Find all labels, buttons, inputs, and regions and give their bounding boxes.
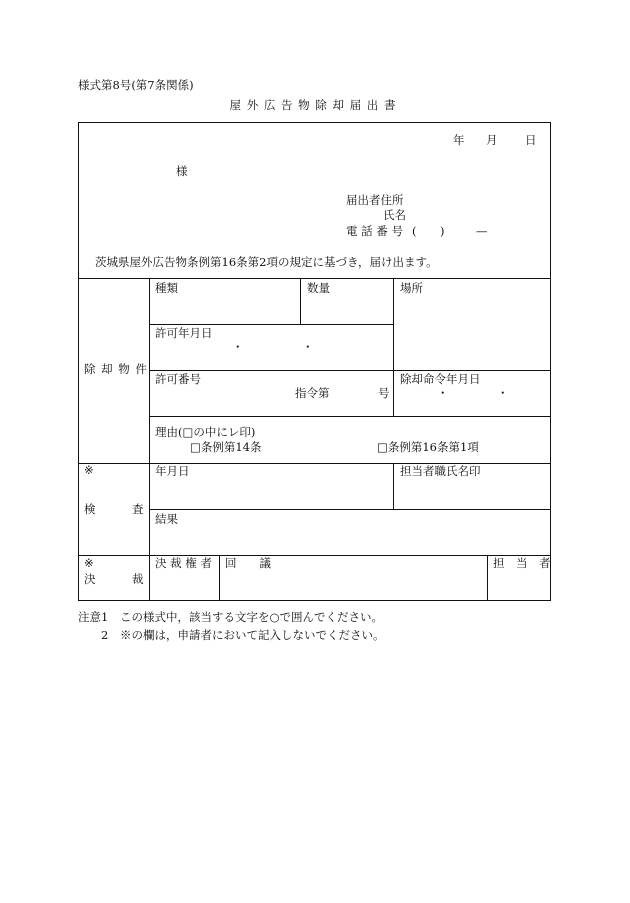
kind-label: 種類 bbox=[155, 281, 178, 295]
table-column-rule bbox=[300, 278, 301, 324]
table-column-rule bbox=[149, 278, 150, 601]
location-label: 場所 bbox=[400, 281, 423, 295]
approval-label-first: 決 bbox=[84, 572, 96, 586]
approval-office-mark: ※ bbox=[84, 556, 94, 570]
addressee-suffix: 様 bbox=[176, 164, 188, 178]
applicant-address-label: 届出者住所 bbox=[346, 193, 404, 207]
table-rule bbox=[149, 324, 393, 325]
table-rule bbox=[149, 509, 551, 510]
date-year-label: 年 bbox=[453, 133, 465, 147]
inspection-result-label: 結果 bbox=[155, 512, 178, 526]
approval-authority-label: 決 裁 権 者 bbox=[155, 556, 212, 570]
note-number: 注意1 bbox=[78, 610, 109, 624]
quantity-label: 数量 bbox=[307, 281, 330, 295]
declaration-statement: 茨城県屋外広告物条例第16条第2項の規定に基づき，届け出ます。 bbox=[95, 255, 438, 269]
note-number: 2 bbox=[101, 628, 109, 642]
approval-label-second: 裁 bbox=[132, 572, 144, 586]
date-month-label: 月 bbox=[486, 133, 498, 147]
document-title: 屋 外 広 告 物 除 却 届 出 書 bbox=[229, 98, 397, 112]
applicant-name-label: 氏名 bbox=[383, 208, 406, 222]
removal-order-date-label: 除却命令年月日 bbox=[400, 372, 481, 386]
reason-option-article-14[interactable]: □条例第14条 bbox=[190, 440, 262, 454]
inspection-officer-seal-label: 担当者職氏名印 bbox=[400, 464, 481, 478]
phone-close-paren: ) bbox=[440, 224, 445, 238]
permit-number-label: 許可番号 bbox=[155, 372, 201, 386]
approval-circulation-label: 回 議 bbox=[225, 556, 271, 570]
reason-label: 理由(□の中にレ印) bbox=[155, 425, 256, 439]
table-column-rule bbox=[393, 278, 394, 416]
inspection-label-second: 査 bbox=[132, 502, 144, 516]
applicant-phone-label: 電 話 番 号 bbox=[346, 224, 403, 238]
removal-order-date-separator: ・ bbox=[497, 386, 509, 400]
table-column-rule bbox=[219, 555, 220, 601]
removal-items-label: 除 却 物 件 bbox=[84, 362, 148, 376]
phone-open-paren: ( bbox=[412, 224, 417, 238]
date-day-label: 日 bbox=[525, 133, 537, 147]
note-text: この様式中，該当する文字を○で囲んでください。 bbox=[120, 610, 384, 624]
removal-order-date-separator: ・ bbox=[437, 386, 449, 400]
directive-suffix: 号 bbox=[378, 386, 390, 400]
note-text: ※の欄は，申請者において記入しないでください。 bbox=[120, 628, 385, 642]
permit-date-separator: ・ bbox=[232, 340, 244, 354]
permit-date-separator: ・ bbox=[302, 340, 314, 354]
reason-option-article-16[interactable]: □条例第16条第1項 bbox=[377, 440, 479, 454]
inspection-date-label: 年月日 bbox=[155, 464, 190, 478]
table-column-rule bbox=[393, 463, 394, 509]
table-rule bbox=[149, 370, 551, 371]
approval-staff-label: 担 当 者 bbox=[493, 556, 551, 570]
inspection-office-mark: ※ bbox=[84, 463, 94, 477]
table-rule bbox=[149, 416, 551, 417]
directive-prefix: 指令第 bbox=[295, 386, 330, 400]
inspection-label-first: 検 bbox=[84, 502, 96, 516]
table-column-rule bbox=[487, 555, 488, 601]
permit-date-label: 許可年月日 bbox=[155, 326, 213, 340]
phone-dash: — bbox=[476, 224, 488, 238]
form-number: 様式第8号(第7条関係) bbox=[78, 78, 194, 92]
